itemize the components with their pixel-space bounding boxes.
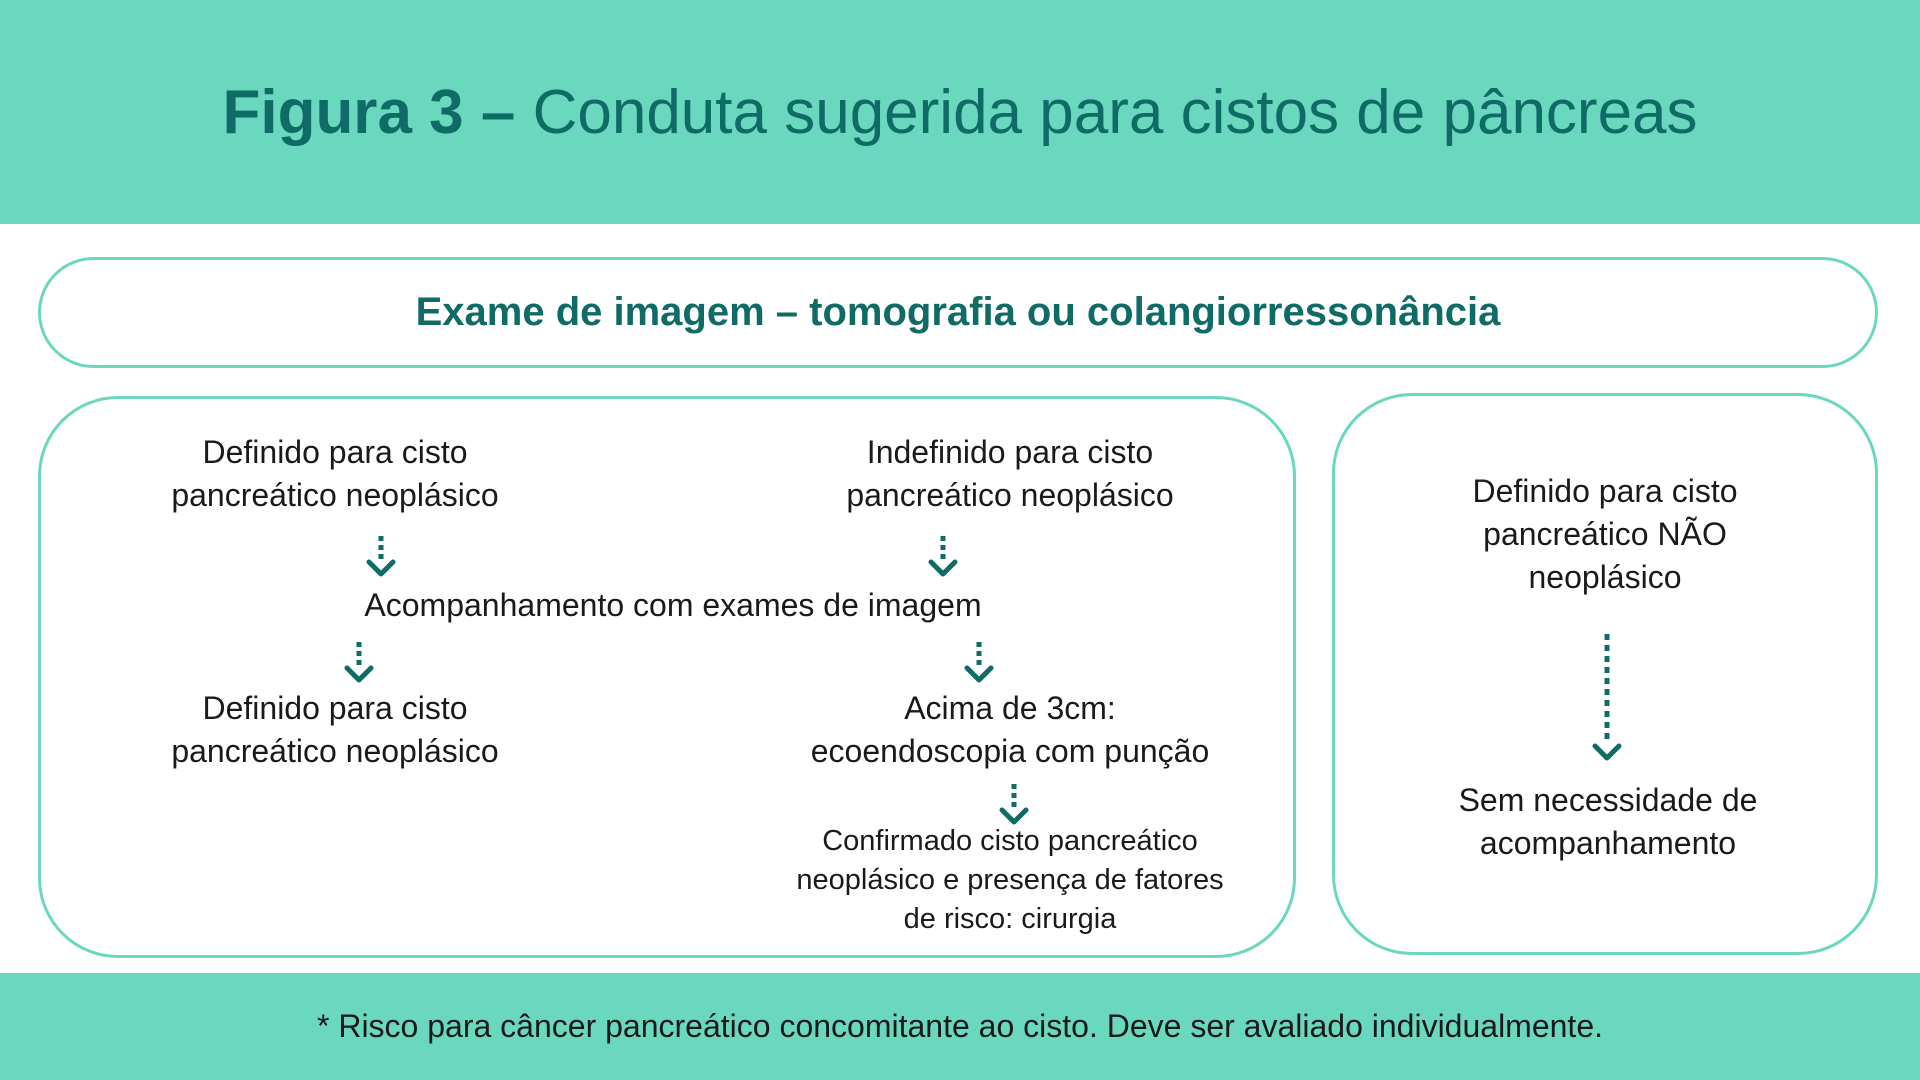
imaging-exam-box [38, 257, 1878, 368]
figure-title-number: Figura 3 – [222, 77, 516, 147]
node-line: neoplásico [1528, 559, 1682, 595]
dotted-arrow-down-icon [963, 640, 995, 684]
node-line: Sem necessidade de [1458, 782, 1758, 818]
dotted-arrow-down-icon [343, 640, 375, 684]
node-line: acompanhamento [1479, 825, 1737, 861]
dotted-arrow-down-icon [927, 534, 959, 578]
node-line: Acima de 3cm: [904, 690, 1116, 726]
imaging-exam-label: Exame de imagem – tomografia ou colangiorressonância [415, 290, 1501, 334]
node-line: Definido para cisto [202, 690, 468, 726]
node-above-3cm [770, 687, 1250, 773]
dotted-arrow-down-icon [365, 534, 397, 578]
node-defined-neoplastic-bottom [135, 687, 535, 773]
footnote: * Risco para câncer pancreático concomitante ao cisto. Deve ser avaliado individualmente. [316, 1008, 1603, 1044]
node-line: pancreático neoplásico [846, 477, 1174, 513]
node-imaging-follow-up [273, 584, 1073, 627]
node-line: Indefinido para cisto [866, 434, 1154, 470]
node-line: Acompanhamento com exames de imagem [364, 587, 982, 623]
node-line: Definido para cisto [1472, 473, 1738, 509]
node-line: pancreático neoplásico [171, 733, 499, 769]
node-line: Confirmado cisto pancreático [822, 825, 1198, 857]
node-defined-non-neoplastic [1405, 470, 1805, 599]
node-line: de risco: cirurgia [903, 903, 1117, 935]
node-line: pancreático NÃO [1483, 516, 1727, 552]
figure-title-text: Conduta sugerida para cistos de pâncreas [532, 77, 1698, 147]
long-dotted-arrow-down-icon [1591, 630, 1623, 766]
footer-band [0, 973, 1920, 1080]
node-line: pancreático neoplásico [171, 477, 499, 513]
figure-title [222, 77, 1697, 148]
dotted-arrow-down-icon [998, 782, 1030, 826]
header-band [0, 0, 1920, 224]
node-line: neoplásico e presença de fatores [796, 864, 1224, 896]
node-line: Definido para cisto [202, 434, 468, 470]
node-no-follow-up [1408, 779, 1808, 865]
node-undefined-neoplastic [810, 431, 1210, 517]
node-confirmed-surgery [760, 822, 1260, 939]
node-line: ecoendoscopia com punção [810, 733, 1210, 769]
node-defined-neoplastic-top [135, 431, 535, 517]
